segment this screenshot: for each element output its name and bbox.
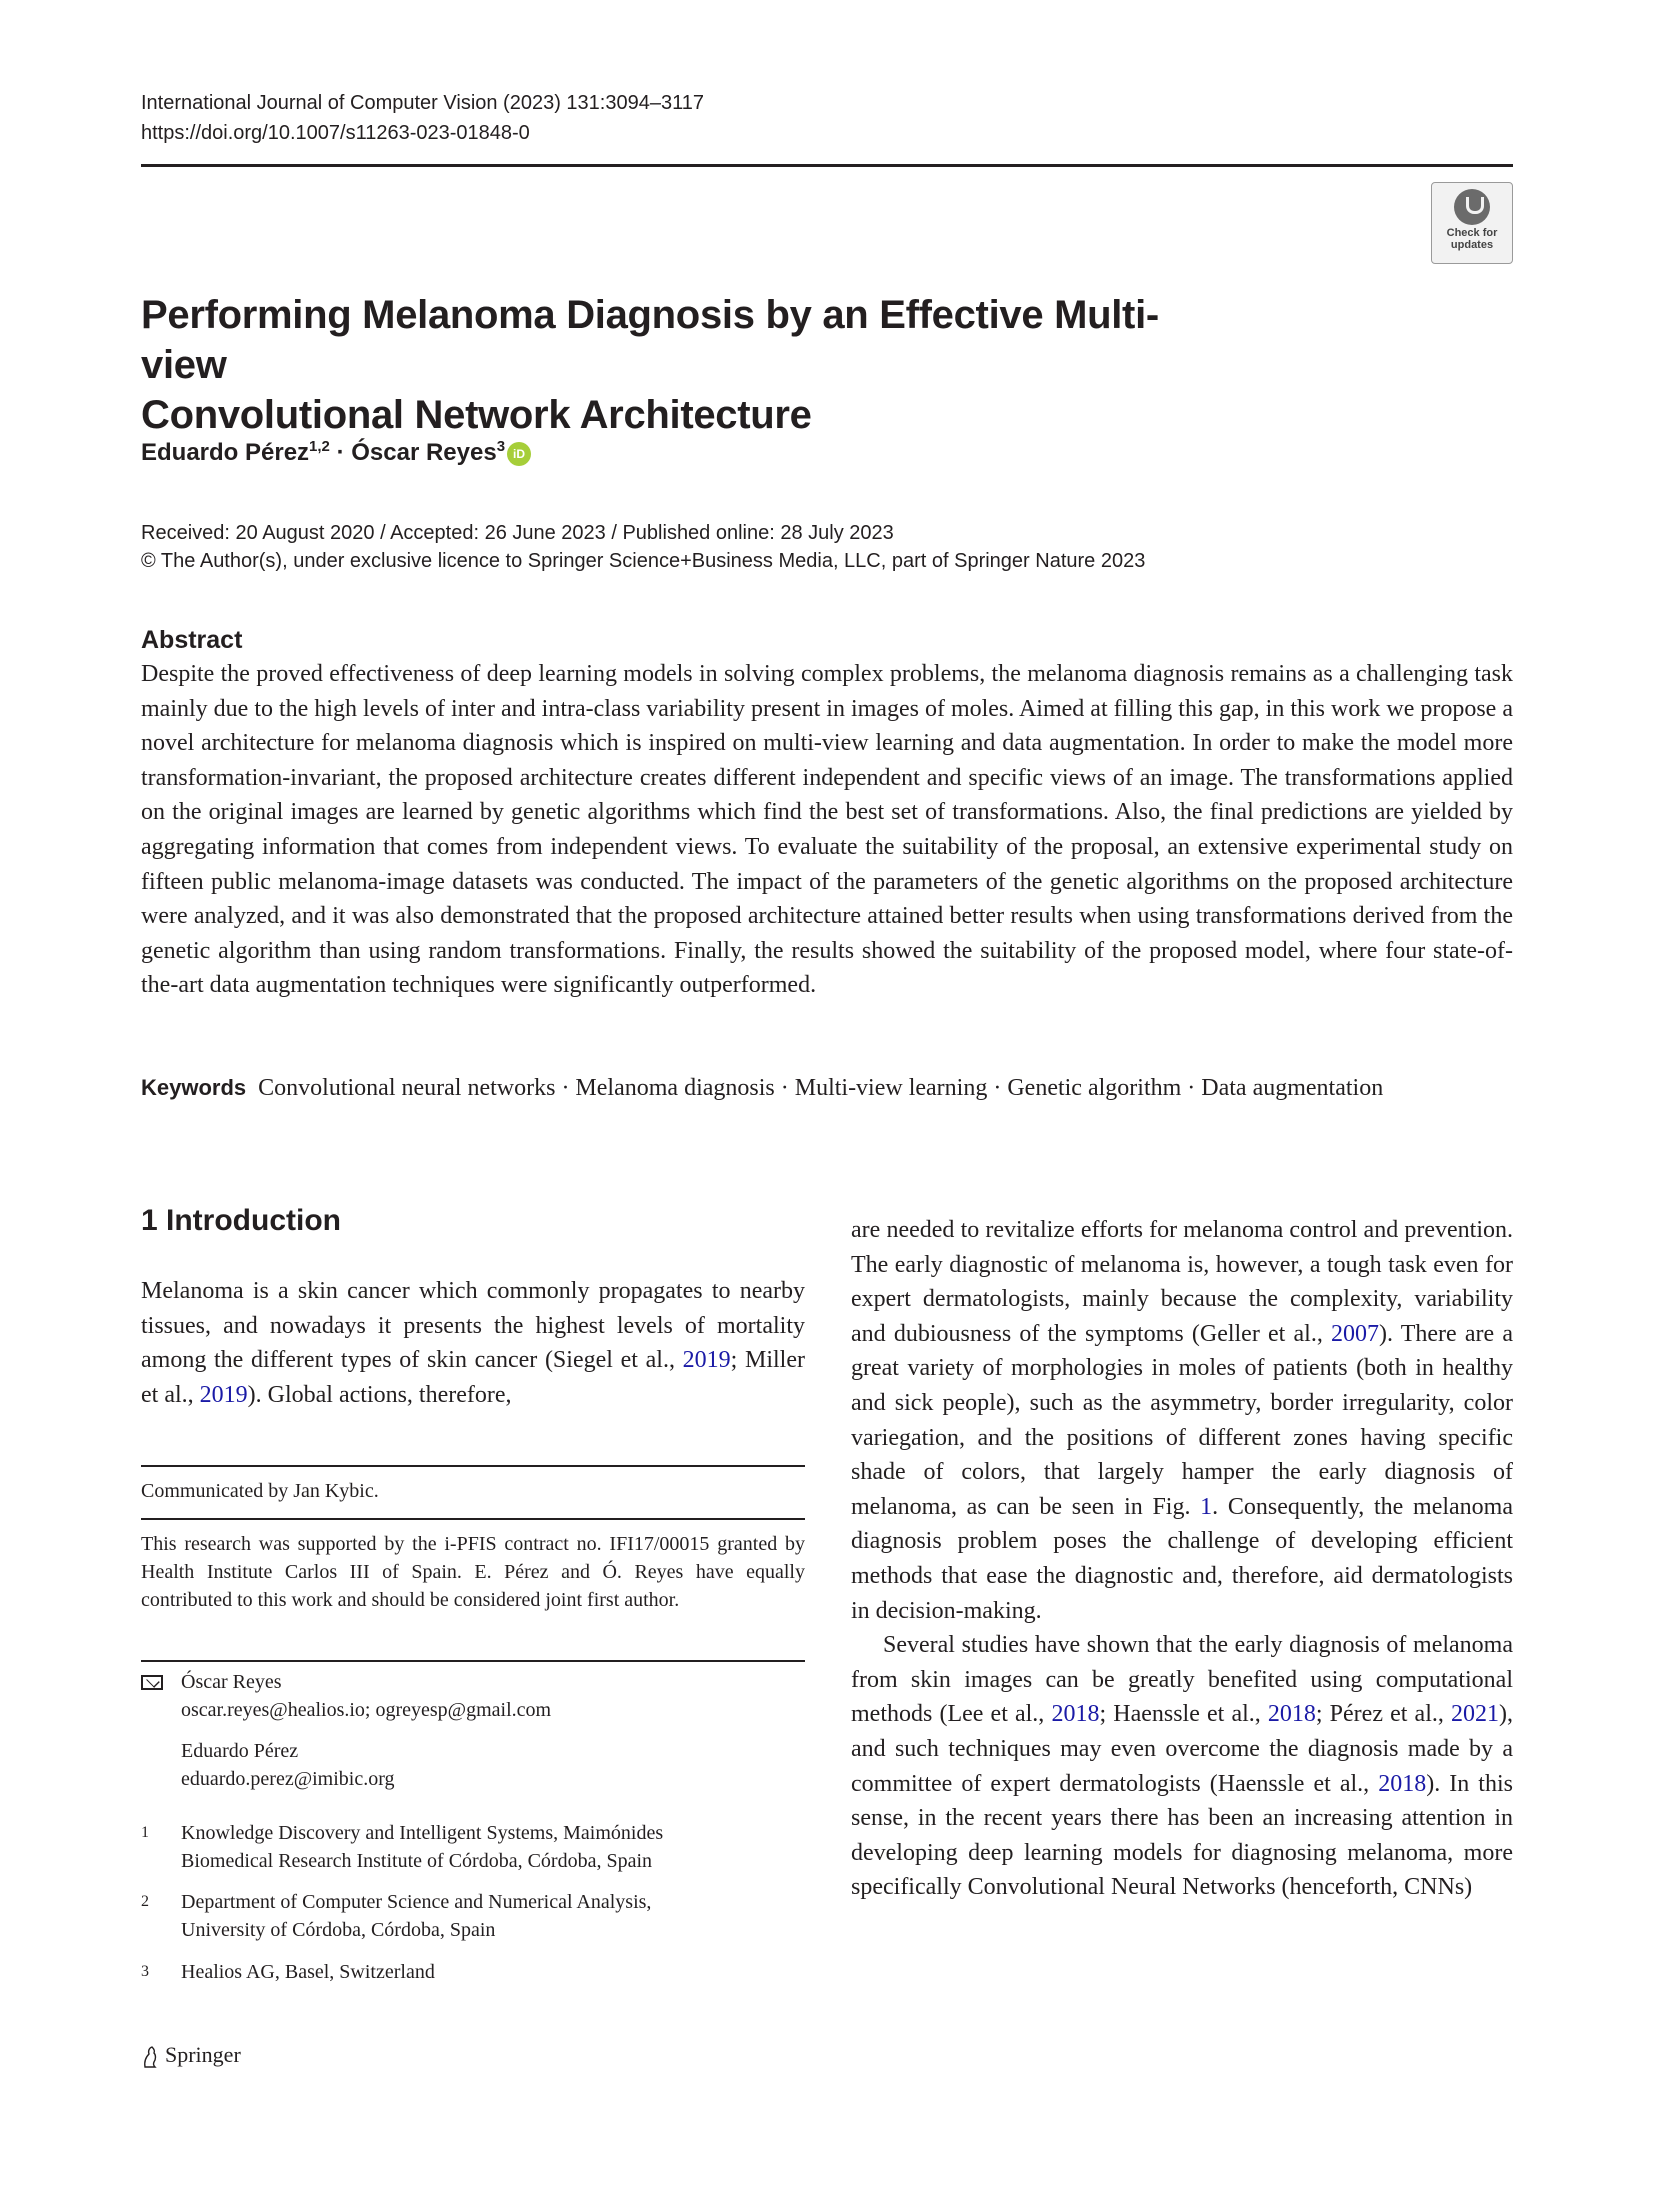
author-2-name: Óscar Reyes — [351, 439, 497, 466]
journal-header — [141, 88, 704, 148]
journal-citation: International Journal of Computer Vision (2023) 131:3094–3117 — [141, 92, 704, 114]
badge-line-1: Check for — [1446, 227, 1498, 239]
keywords-list: Convolutional neural networks · Melanoma diagnosis · Multi-view learning · Genetic algorithm · Data augmentation — [258, 1075, 1384, 1101]
funding-note: This research was supported by the i-PFIS contract no. IFI17/00015 granted by Health Institute Carlos III of Spain. E. Pérez and Ó. Reyes have equally contributed to this work and should be considered joint first author. — [141, 1533, 805, 1611]
author-separator: · — [329, 439, 352, 466]
author-2-affiliation: 3 — [496, 438, 506, 455]
copyright-line: © The Author(s), under exclusive licence to Springer Science+Business Media, LLC, part of Springer Nature 2023 — [141, 550, 1146, 572]
communicated-by: Communicated by Jan Kybic. — [141, 1480, 379, 1502]
affiliation-line: Healios AG, Basel, Switzerland — [181, 1961, 435, 1983]
intro-right-paragraph-2 — [851, 1628, 1513, 1905]
text-run: Melanoma is a skin cancer which commonly propagates to nearby tissues, and nowadays it presents the highest levels of mortality among the different types of skin cancer (Siegel et al., — [141, 1278, 805, 1374]
affiliation-line: Department of Computer Science and Numerical Analysis, — [181, 1891, 652, 1913]
text-run: ; Haenssle et al., — [1099, 1701, 1268, 1728]
paper-title — [141, 290, 1241, 440]
title-line-2: Convolutional Network Architecture — [141, 393, 812, 437]
publisher-name: Springer — [165, 2042, 241, 2067]
text-run: ). In this sense, in the recent years there has been an increasing attention in developing deep learning models for diagnosing melanoma, more specifically Convolutional Neural Networks (henceforth, CNNs) — [851, 1770, 1513, 1901]
text-run: ; Pérez et al., — [1315, 1701, 1451, 1728]
citation-link[interactable]: 2019 — [199, 1381, 248, 1408]
badge-line-2: updates — [1450, 239, 1494, 251]
title-line-1: Performing Melanoma Diagnosis by an Effective Multi-view — [141, 293, 1159, 387]
affiliation-text — [181, 1819, 663, 1875]
contact-email[interactable]: oscar.reyes@healios.io; ogreyesp@gmail.com — [181, 1699, 552, 1721]
citation-link[interactable]: 2018 — [1267, 1701, 1316, 1728]
publication-dates — [141, 519, 1145, 575]
footnote-rule — [141, 1518, 805, 1520]
envelope-icon — [141, 1675, 163, 1690]
keywords-heading: Keywords — [141, 1075, 247, 1100]
citation-link[interactable]: 2007 — [1331, 1320, 1379, 1347]
author-1-name: Eduardo Pérez — [141, 439, 310, 466]
text-run: ). Global actions, therefore, — [247, 1381, 512, 1408]
text-run: . Consequently, the melanoma diagnosis problem poses the challenge of developing efficient methods that ease the diagnostic and, therefore, aid dermatologists in decision-making. — [851, 1493, 1513, 1624]
citation-link[interactable]: 2021 — [1451, 1701, 1499, 1728]
affiliation-number: 1 — [141, 1824, 149, 1841]
section-heading-introduction: 1 Introduction — [141, 1204, 341, 1237]
contact-name: Óscar Reyes — [181, 1671, 282, 1693]
intro-left-paragraph — [141, 1274, 805, 1412]
intro-right-paragraph-1 — [851, 1213, 1513, 1628]
corresponding-contact-1 — [181, 1668, 551, 1724]
text-run: are needed to revitalize efforts for melanoma control and prevention. The early diagnostic of melanoma is, however, a tough task even for expert dermatologists, mainly because the complexity, variability and dubiousness of the symptoms (Geller et al., — [851, 1217, 1513, 1347]
intro-right-column — [851, 1213, 1513, 1905]
publisher-footer — [141, 2040, 241, 2070]
affiliation-text — [181, 1958, 435, 1986]
check-for-updates-badge[interactable] — [1431, 182, 1513, 264]
contact-email[interactable]: eduardo.perez@imibic.org — [181, 1768, 395, 1790]
affiliation-line: University of Córdoba, Córdoba, Spain — [181, 1919, 496, 1941]
text-run: Several studies have shown that the early diagnosis of melanoma from skin images can be greatly benefited using computational methods (Lee et al., — [851, 1632, 1513, 1728]
history-dates: Received: 20 August 2020 / Accepted: 26 June 2023 / Published online: 28 July 2023 — [141, 522, 894, 544]
doi-link[interactable]: https://doi.org/10.1007/s11263-023-01848-0 — [141, 122, 530, 144]
text-run: ), and such techniques may even overcome the diagnosis made by a committee of expert dermatologists (Haenssle et al., — [851, 1701, 1513, 1797]
author-1-affiliation: 1,2 — [309, 438, 330, 455]
springer-horse-icon — [141, 2045, 159, 2069]
affiliation-text — [181, 1888, 651, 1944]
figure-link[interactable]: 1 — [1200, 1493, 1213, 1520]
header-rule — [141, 164, 1513, 167]
footnote-rule — [141, 1660, 805, 1662]
citation-link[interactable]: 2018 — [1051, 1701, 1100, 1728]
author-list — [141, 432, 531, 468]
footnote-rule — [141, 1465, 805, 1467]
affiliation-line: Knowledge Discovery and Intelligent Systems, Maimónides — [181, 1822, 664, 1844]
text-run: ; Miller et al., — [141, 1347, 805, 1408]
affiliation-line: Biomedical Research Institute of Córdoba, Córdoba, Spain — [181, 1850, 653, 1872]
affiliation-number: 2 — [141, 1893, 149, 1910]
keywords — [141, 1071, 1513, 1106]
citation-link[interactable]: 2018 — [1378, 1770, 1427, 1797]
text-run: ). There are a great variety of morphologies in moles of patients (both in healthy and sick people), such as the asymmetry, border irregularity, color variegation, and the positions of different zones having specific shade of colors, that largely hamper the early diagnosis of melanoma, as can be seen in Fig. — [851, 1320, 1513, 1520]
abstract-heading: Abstract — [141, 626, 243, 654]
orcid-icon[interactable]: iD — [507, 442, 531, 466]
check-updates-icon — [1454, 189, 1490, 225]
citation-link[interactable]: 2019 — [682, 1347, 731, 1374]
affiliation-number: 3 — [141, 1963, 149, 1980]
abstract-text: Despite the proved effectiveness of deep learning models in solving complex problems, the melanoma diagnosis remains as a challenging task mainly due to the high levels of inter and intra-class variability present in images of moles. Aimed at filling this gap, in this work we propose a novel architecture for melanoma diagnosis which is inspired on multi-view learning and data augmentation. In order to make the model more transformation-invariant, the proposed architecture creates different independent and specific views of an image. The transformations applied on the original images are learned by genetic algorithms which find the best set of transformations. Also, the final predictions are yielded by aggregating information that comes from independent views. To evaluate the suitability of the proposal, an extensive experimental study on fifteen public melanoma-image datasets was conducted. The impact of the parameters of the genetic algorithms on the proposed architecture were analyzed, and it was also demonstrated that the proposed architecture attained better results when using transformations derived from the genetic algorithm than using random transformations. Finally, the results showed the suitability of the proposed model, where four state-of-the-art data augmentation techniques were significantly outperformed. — [141, 661, 1513, 999]
corresponding-contact-2 — [181, 1737, 395, 1793]
contact-name: Eduardo Pérez — [181, 1740, 299, 1762]
